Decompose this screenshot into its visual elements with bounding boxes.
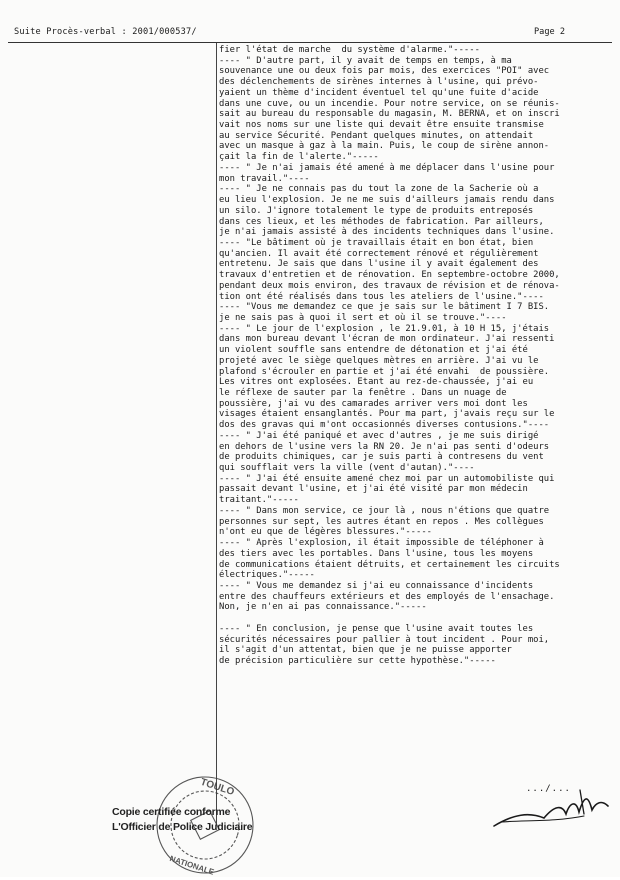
- deposition-line: ---- " Vous me demandez si j'ai eu connaissance d'incidents: [219, 580, 534, 591]
- deposition-line: Les vitres ont explosées. Etant au rez-de-chaussée, j'ai eu: [219, 377, 534, 388]
- deposition-line: ---- " Je n'ai jamais été amené à me déplacer dans l'usine pour: [219, 162, 555, 173]
- deposition-line: en dehors de l'usine vers la RN 20. Je n'ai pas senti d'odeurs: [219, 441, 550, 452]
- deposition-line: n'ont eu que de légères blessures."-----: [219, 527, 432, 538]
- deposition-line: ---- " J'ai été ensuite amené chez moi par un automobiliste qui: [219, 473, 555, 484]
- deposition-line: ---- " Dans mon service, ce jour là , nous n'étions que quatre: [219, 505, 550, 516]
- deposition-line: entretenu. Je sais que dans l'usine il y avait également des: [219, 259, 539, 270]
- deposition-line: pendant deux mois environ, des travaux de révision et de rénova-: [219, 280, 560, 291]
- deposition-line: de communications étaient détruits, et certainement les circuits: [219, 559, 560, 570]
- deposition-line: ---- " Après l'explosion, il était impossible de téléphoner à: [219, 538, 544, 549]
- deposition-line: ---- " J'ai été paniqué et avec d'autres , je me suis dirigé: [219, 430, 539, 441]
- deposition-line: vait nos noms sur une liste qui devait être ensuite transmise: [219, 120, 544, 131]
- deposition-line: personnes sur sept, les autres étant en repos . Mes collègues: [219, 516, 544, 527]
- deposition-line: poussière, j'ai vu des camarades arriver vers moi dont les: [219, 398, 528, 409]
- deposition-line: au service Sécurité. Pendant quelques minutes, on attendait: [219, 130, 534, 141]
- deposition-line: ---- " Le jour de l'explosion , le 21.9.01, à 10 H 15, j'étais: [219, 323, 550, 334]
- deposition-line: entre des chauffeurs extérieurs et des employés de l'ensachage.: [219, 591, 555, 602]
- deposition-line: qu'ancien. Il avait été correctement rénové et régulièrement: [219, 248, 539, 259]
- deposition-line: çait la fin de l'alerte."-----: [219, 152, 379, 163]
- deposition-line: des tiers avec les portables. Dans l'usine, tous les moyens: [219, 548, 534, 559]
- deposition-line: de précision particulière sur cette hypothèse."-----: [219, 655, 496, 666]
- handwritten-signature: [484, 784, 614, 834]
- deposition-line: tion ont été réalisés dans tous les ateliers de l'usine."----: [219, 291, 544, 302]
- deposition-line: ---- " D'autre part, il y avait de temps en temps, à ma: [219, 55, 512, 66]
- deposition-line: traitant."-----: [219, 495, 299, 506]
- deposition-line: mon travail."----: [219, 173, 310, 184]
- deposition-line: plafond s'écrouler en partie et j'ai été envahi de poussière.: [219, 366, 550, 377]
- deposition-line: sait au bureau du responsable du magasin, M. BERNA, et on inscri: [219, 109, 560, 120]
- deposition-line: visages étaient ensanglantés. Pour ma part, j'avais reçu sur le: [219, 409, 555, 420]
- header-page-number: Page 2: [534, 27, 566, 37]
- deposition-line: un silo. J'ignore totalement le type de produits entreposés: [219, 205, 534, 216]
- certification-stamp-line2: L'Officier de Police Judiciaire: [112, 821, 253, 833]
- deposition-line: souvenance une ou deux fois par mois, des exercices "POI" avec: [219, 66, 550, 77]
- deposition-line: Non, je n'en ai pas connaissance."-----: [219, 602, 427, 613]
- deposition-line: eu lieu l'explosion. Je ne me suis d'ailleurs jamais rendu dans: [219, 195, 555, 206]
- deposition-line: passait devant l'usine, et j'ai été visité par mon médecin: [219, 484, 528, 495]
- svg-text:NATIONALE: NATIONALE: [168, 854, 216, 877]
- header-procès-verbal-reference: Suite Procès-verbal : 2001/000537/: [14, 27, 197, 37]
- deposition-line: avec un masque à gaz à la main. Puis, le coup de sirène annon-: [219, 141, 550, 152]
- deposition-line: le réflexe de sauter par la fenêtre . Dans un nuage de: [219, 388, 507, 398]
- deposition-line: dans une cuve, ou un incendie. Pour notre service, on se réunis-: [219, 98, 560, 109]
- deposition-body: [219, 45, 617, 667]
- left-margin-rule: [216, 43, 217, 825]
- deposition-line: ---- " En conclusion, je pense que l'usine avait toutes les: [219, 623, 534, 634]
- deposition-line: je n'ai jamais assisté à des incidents techniques dans l'usine.: [219, 227, 555, 238]
- deposition-line: yaient un thème d'incident éventuel tel qu'une fuite d'acide: [219, 87, 539, 98]
- deposition-line: des déclenchements de sirènes internes à l'usine, qui prévo-: [219, 77, 539, 88]
- deposition-line: [219, 613, 617, 624]
- deposition-line: électriques."-----: [219, 570, 315, 581]
- deposition-line: qui soufflait vers la ville (vent d'autan)."----: [219, 463, 475, 474]
- deposition-line: sécurités nécessaires pour pallier à tout incident . Pour moi,: [219, 634, 550, 645]
- deposition-line: dos des gravas qui m'ont occasionnés diverses contusions."----: [219, 420, 550, 431]
- deposition-line: de produits chimiques, car je suis parti à contresens du vent: [219, 452, 544, 463]
- deposition-line: ---- "Le bâtiment où je travaillais était en bon état, bien: [219, 237, 534, 248]
- deposition-line: un violent souffle sans entendre de détonation et j'ai été: [219, 345, 528, 356]
- deposition-line: dans mon bureau devant l'écran de mon ordinateur. J'ai ressenti: [219, 334, 555, 345]
- deposition-line: travaux d'entretien et de rénovation. En septembre-octobre 2000,: [219, 270, 560, 281]
- header-divider: [8, 42, 612, 43]
- certification-stamp-line1: Copie certifiée conforme: [112, 806, 231, 818]
- svg-text:TOULO: TOULO: [198, 776, 236, 799]
- continuation-marker: .../...: [526, 784, 571, 794]
- deposition-line: fier l'état de marche du système d'alarme."-----: [219, 45, 480, 55]
- deposition-line: dans ces lieux, et les méthodes de fabrication. Par ailleurs,: [219, 216, 544, 227]
- deposition-line: je ne sais pas à quoi il sert et où il se trouve."----: [219, 312, 507, 323]
- deposition-line: projeté avec le siège quelques mètres en arrière. J'ai vu le: [219, 355, 539, 366]
- deposition-line: ---- " Je ne connais pas du tout la zone de la Sacherie où a: [219, 184, 539, 195]
- deposition-line: ---- "Vous me demandez ce que je sais sur le bâtiment I 7 BIS.: [219, 302, 550, 313]
- deposition-line: il s'agit d'un attentat, bien que je ne puisse apporter: [219, 645, 512, 656]
